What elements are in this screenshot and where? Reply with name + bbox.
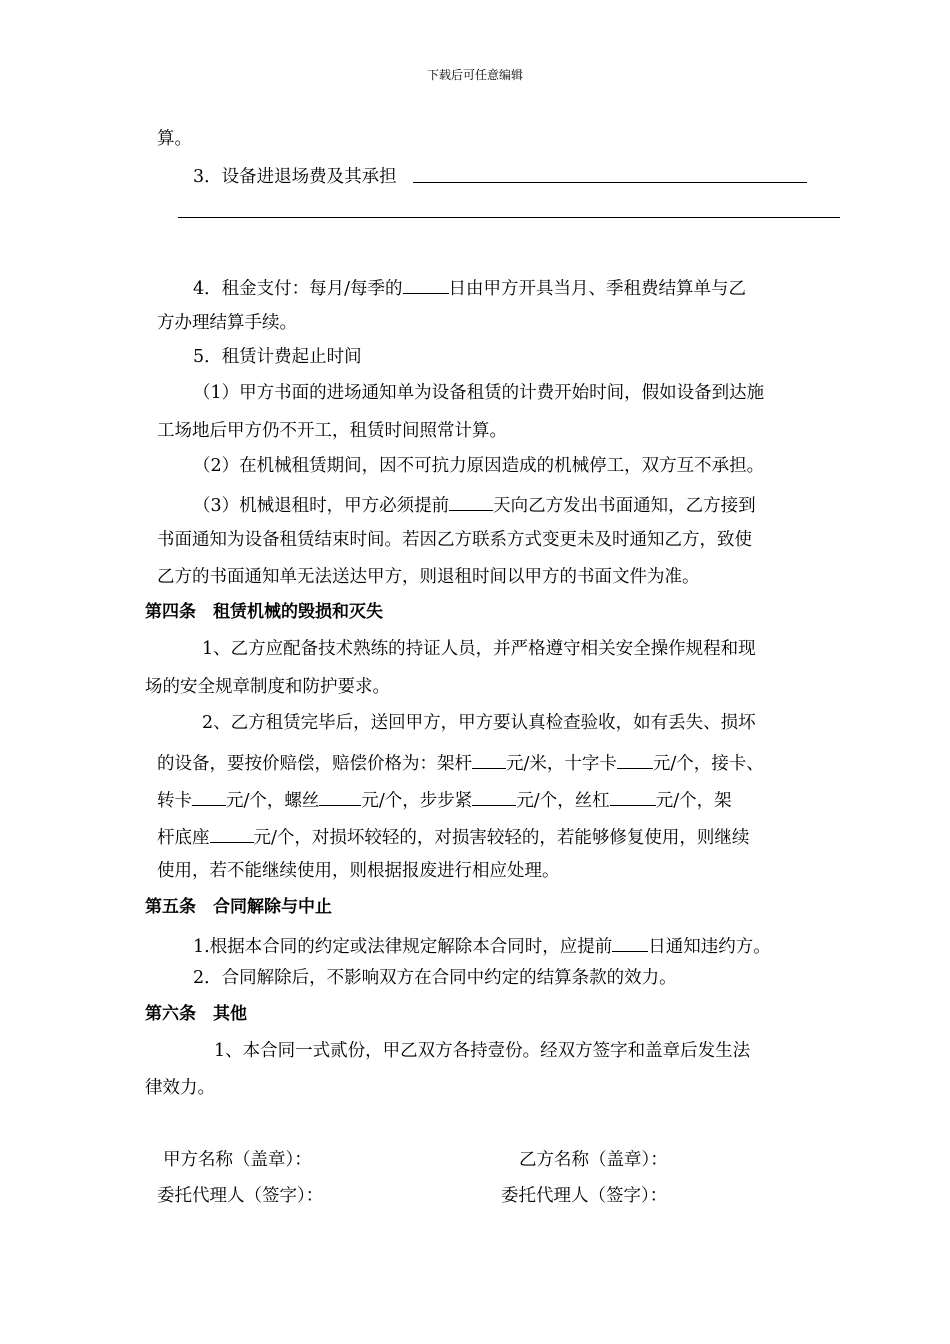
text-line: 2．合同解除后，不影响双方在合同中约定的结算条款的效力。 [193, 968, 677, 988]
text-line: 转卡 元/个，螺丝 元/个，步步紧 元/个，丝杠 元/个，架 [157, 786, 732, 812]
text-line: （2）在机械租赁期间，因不可抗力原因造成的机械停工，双方互不承担。 [193, 456, 765, 476]
text-line: 1、本合同一式贰份，甲乙双方各持壹份。经双方签字和盖章后发生法 [214, 1041, 751, 1061]
text-line: 工场地后甲方仍不开工，租赁时间照常计算。 [157, 421, 507, 441]
section-heading: 第五条 合同解除与中止 [145, 897, 332, 917]
text-line: 1、乙方应配备技术熟练的持证人员，并严格遵守相关安全操作规程和现 [202, 639, 756, 659]
fill-in-blank [178, 217, 840, 218]
fill-in-blank [610, 786, 656, 806]
fill-in-blank [210, 823, 254, 843]
section-heading: 第四条 租赁机械的毁损和灭失 [145, 602, 383, 622]
text-line: 5．租赁计费起止时间 [193, 347, 362, 367]
party-b-agent-label: 委托代理人（签字）： [501, 1186, 668, 1206]
fill-in-blank [617, 749, 653, 769]
fill-in-blank [472, 786, 516, 806]
text-line: 杆底座 元/个，对损坏较轻的，对损害较轻的，若能够修复使用，则继续 [157, 823, 749, 849]
fill-in-blank [319, 786, 361, 806]
text-line: 方办理结算手续。 [157, 313, 297, 333]
party-b-name-label: 乙方名称（盖章）： [519, 1150, 668, 1170]
text-line: 书面通知为设备租赁结束时间。若因乙方联系方式变更未及时通知乙方，致使 [157, 530, 752, 550]
fill-in-blank [472, 749, 506, 769]
fill-in-blank [449, 491, 493, 511]
text-line: 3．设备进退场费及其承担 [193, 167, 397, 187]
text-line: 2、乙方租赁完毕后，送回甲方，甲方要认真检查验收，如有丢失、损坏 [202, 713, 756, 733]
text-line: 乙方的书面通知单无法送达甲方，则退租时间以甲方的书面文件为准。 [157, 567, 700, 587]
fill-in-blank [413, 182, 807, 183]
section-heading: 第六条 其他 [145, 1004, 247, 1024]
text-line: 4．租金支付：每月/每季的 日由甲方开具当月、季租费结算单与乙 [193, 274, 746, 300]
fill-in-blank [612, 932, 648, 952]
text-line: 场的安全规章制度和防护要求。 [145, 677, 390, 697]
text-line: 律效力。 [145, 1078, 215, 1098]
text-line: （1）甲方书面的进场通知单为设备租赁的计费开始时间，假如设备到达施 [193, 383, 765, 403]
fill-in-blank [192, 786, 226, 806]
text-line: 算。 [157, 129, 192, 149]
page-header: 下载后可任意编辑 [426, 68, 523, 82]
fill-in-blank [403, 274, 449, 294]
text-line: 1.根据本合同的约定或法律规定解除本合同时，应提前 日通知违约方。 [193, 932, 771, 958]
text-line: 使用，若不能继续使用，则根据报废进行相应处理。 [157, 861, 560, 881]
party-a-name-label: 甲方名称（盖章）： [163, 1150, 312, 1170]
party-a-agent-label: 委托代理人（签字）： [157, 1186, 324, 1206]
text-line: （3）机械退租时，甲方必须提前 天向乙方发出书面通知，乙方接到 [193, 491, 756, 517]
text-line: 的设备，要按价赔偿，赔偿价格为：架杆 元/米，十字卡 元/个，接卡、 [157, 749, 764, 775]
